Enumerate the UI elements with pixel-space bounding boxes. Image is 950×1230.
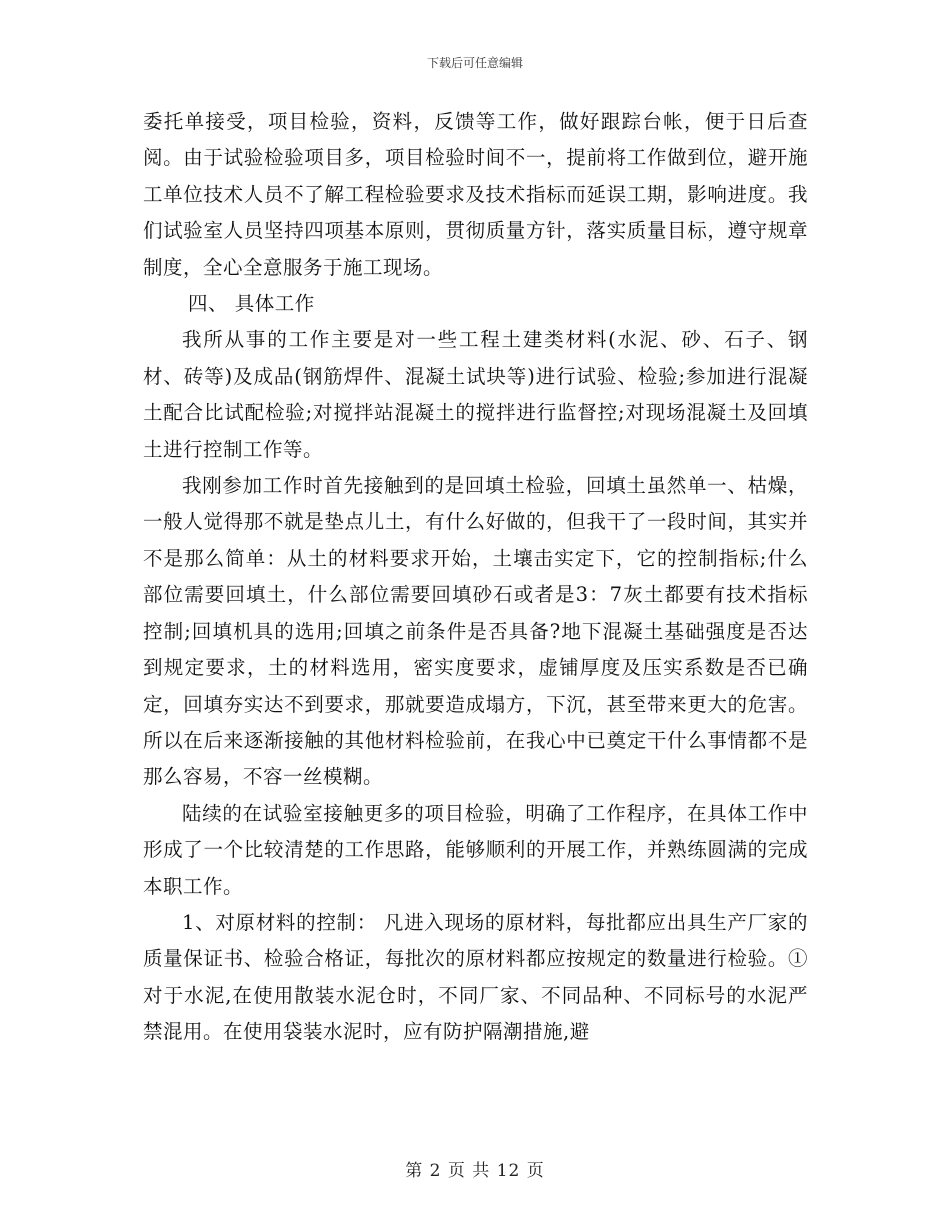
page-header: 下载后可任意编辑 (426, 56, 523, 70)
paragraph: 我所从事的工作主要是对一些工程土建类材料(水泥、砂、石子、钢材、砖等)及成品(钢筋焊件、混凝土试块等)进行试验、检验;参加进行混凝土配合比试配检验;对搅拌站混凝土的搅拌进行监督控;对现场混凝土及回填土进行控制工作等。 (143, 328, 808, 461)
paragraph-continuation: 委托单接受，项目检验，资料，反馈等工作，做好跟踪台帐，便于日后查阅。由于试验检验项目多，项目检验时间不一，提前将工作做到位，避开施工单位技术人员不了解工程检验要求及技术指标而延误工期，影响进度。我们试验室人员坚持四项基本原则，贯彻质量方针，落实质量目标，遵守规章制度，全心全意服务于施工现场。 (143, 110, 808, 279)
paragraph: 我刚参加工作时首先接触到的是回填土检验，回填土虽然单一、枯燥，一般人觉得那不就是垫点儿土，有什么好做的，但我干了一段时间，其实并不是那么简单：从土的材料要求开始，土壤击实定下，它的控制指标;什么部位需要回填土，什么部位需要回填砂石或者是3：7灰土都要有技术指标控制;回填机具的选用;回填之前条件是否具备?地下混凝土基础强度是否达到规定要求，土的材料选用，密实度要求，虚铺厚度及压实系数是否已确定，回填夯实达不到要求，那就要造成塌方，下沉，甚至带来更大的危害。所以在后来逐渐接触的其他材料检验前，在我心中已奠定干什么事情都不是那么容易，不容一丝模糊。 (143, 474, 808, 789)
page-footer: 第 2 页 共 12 页 (405, 1161, 545, 1181)
section-heading: 四、 具体工作 (188, 292, 315, 316)
paragraph: 陆续的在试验室接触更多的项目检验，明确了工作程序，在具体工作中形成了一个比较清楚的工作思路，能够顺利的开展工作，并熟练圆满的完成本职工作。 (143, 801, 808, 898)
paragraph: 1、对原材料的控制： 凡进入现场的原材料，每批都应出具生产厂家的质量保证书、检验合格证，每批次的原材料都应按规定的数量进行检验。①对于水泥,在使用散装水泥仓时，不同厂家、不同品种、不同标号的水泥严禁混用。在使用袋装水泥时，应有防护隔潮措施,避 (143, 910, 808, 1044)
document-body (143, 104, 808, 1051)
